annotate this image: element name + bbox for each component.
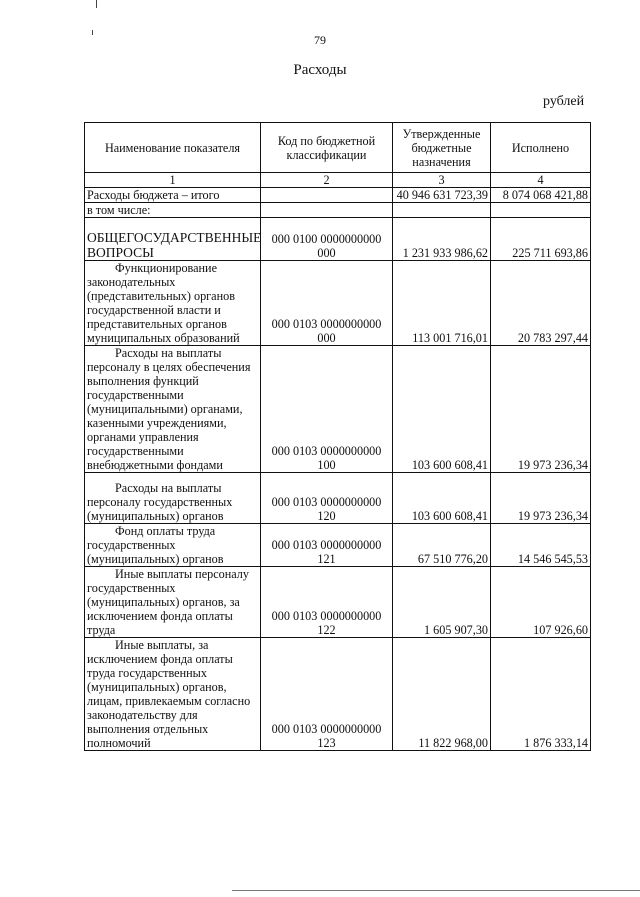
table-row (85, 203, 591, 218)
row-name: Расходы бюджета – итого (85, 188, 261, 203)
document-title: Расходы (293, 62, 347, 78)
table-row (85, 346, 591, 473)
row-executed: 1 876 333,14 (491, 638, 591, 751)
row-executed: 225 711 693,86 (491, 218, 591, 261)
row-name: Расходы на выплаты персоналу государственных (муниципальных) органов (85, 473, 261, 524)
row-name: Расходы на выплаты персоналу в целях обеспечения выполнения функций государственными (муниципальными) органами, казенными учреждениями, органами управления государственными внебюджетными фондами (85, 346, 261, 473)
row-executed: 107 926,60 (491, 567, 591, 638)
row-name: Иные выплаты персоналу государственных (муниципальных) органов, за исключением фонда оплаты труда (85, 567, 261, 638)
row-code (261, 188, 393, 203)
table-row (85, 524, 591, 567)
row-code: 000 0103 0000000000 122 (261, 567, 393, 638)
row-code: 000 0103 0000000000 000 (261, 261, 393, 346)
row-code: 000 0103 0000000000 100 (261, 346, 393, 473)
table-row (85, 218, 591, 261)
header-executed: Исполнено (491, 123, 591, 173)
column-number: 4 (491, 173, 591, 188)
column-number-row (85, 173, 591, 188)
row-approved: 40 946 631 723,39 (393, 188, 491, 203)
row-executed: 8 074 068 421,88 (491, 188, 591, 203)
table-row (85, 638, 591, 751)
scan-mark-top (96, 0, 97, 8)
row-approved: 113 001 716,01 (393, 261, 491, 346)
table-row (85, 188, 591, 203)
row-executed (491, 203, 591, 218)
row-executed: 19 973 236,34 (491, 473, 591, 524)
row-name: ОБЩЕГОСУДАРСТВЕННЫЕ ВОПРОСЫ (85, 218, 261, 261)
row-approved: 11 822 968,00 (393, 638, 491, 751)
table-row (85, 473, 591, 524)
expenses-table (84, 122, 591, 751)
column-number: 2 (261, 173, 393, 188)
column-number: 1 (85, 173, 261, 188)
bottom-rule (232, 890, 640, 891)
row-approved: 67 510 776,20 (393, 524, 491, 567)
row-name: в том числе: (85, 203, 261, 218)
row-approved (393, 203, 491, 218)
row-executed: 14 546 545,53 (491, 524, 591, 567)
row-name: Функционирование законодательных (представительных) органов государственной власти и представительных органов муниципальных образований (85, 261, 261, 346)
row-code: 000 0103 0000000000 120 (261, 473, 393, 524)
header-name: Наименование показателя (85, 123, 261, 173)
table-header-row (85, 123, 591, 173)
table-row (85, 261, 591, 346)
units-label: рублей (543, 94, 585, 109)
column-number: 3 (393, 173, 491, 188)
row-approved: 1 231 933 986,62 (393, 218, 491, 261)
table-row (85, 567, 591, 638)
page-number: 79 (314, 33, 326, 47)
row-name: Иные выплаты, за исключением фонда оплаты труда государственных (муниципальных) органов, лицам, привлекаемым согласно законодательству для выполнения отдельных полномочий (85, 638, 261, 751)
row-name: Фонд оплаты труда государственных (муниципальных) органов (85, 524, 261, 567)
row-code: 000 0100 0000000000 000 (261, 218, 393, 261)
row-approved: 103 600 608,41 (393, 473, 491, 524)
row-code: 000 0103 0000000000 121 (261, 524, 393, 567)
row-approved: 103 600 608,41 (393, 346, 491, 473)
row-code (261, 203, 393, 218)
header-approved: Утвержденные бюджетные назначения (393, 123, 491, 173)
row-executed: 19 973 236,34 (491, 346, 591, 473)
row-executed: 20 783 297,44 (491, 261, 591, 346)
header-code: Код по бюджетной классификации (261, 123, 393, 173)
row-approved: 1 605 907,30 (393, 567, 491, 638)
row-code: 000 0103 0000000000 123 (261, 638, 393, 751)
